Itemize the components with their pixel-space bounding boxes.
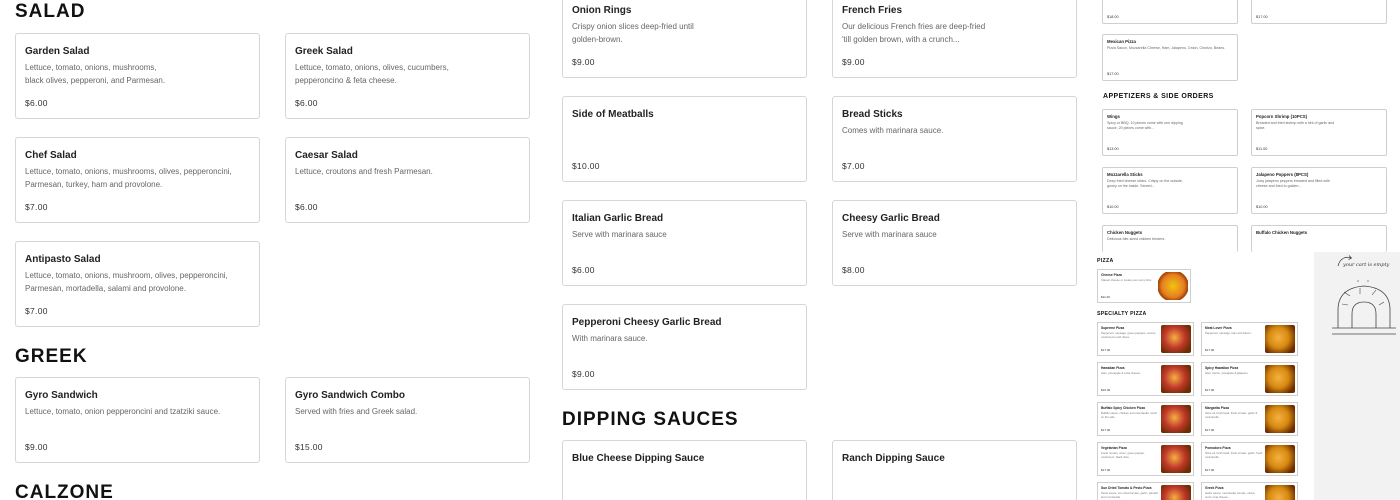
item-name: Caesar Salad [295,150,358,161]
preview-menu-card[interactable] [1102,225,1238,252]
preview-item-name: Meat Lover Pizza [1205,326,1232,330]
preview-item-price: $17.00 [1205,388,1215,392]
preview-item-description: Deep fried cheese sticks. Crispy on the outside, gooey on the inside. Served... [1107,179,1183,188]
preview-item-name: Margarita Pizza [1205,406,1230,410]
preview-item-name: Hawaiian Pizza [1101,366,1125,370]
pizza-photo-icon [1265,405,1295,433]
item-name: Greek Salad [295,46,353,57]
item-price: $9.00 [842,57,865,67]
preview-item-description: Garlic sauce, mozzarella, tomato, olives, onion, feta cheese... [1205,490,1256,499]
preview-item-name: Buffalo Chicken Nuggets [1256,230,1308,235]
cart-empty-text: your cart is empty [1343,262,1390,268]
preview-item-price: $11.00 [1256,147,1268,151]
preview-item-price: $13.00 [1107,147,1119,151]
pizza-photo-icon [1265,365,1295,393]
item-price: $10.00 [572,161,600,171]
preview-item-name: Popcorn Shrimp (10PCS) [1256,114,1308,119]
preview-item-price: $17.00 [1256,15,1268,19]
pizza-photo-icon [1161,485,1191,500]
preview-item-description: Delicious bite-sized chicken tenders. [1107,237,1166,241]
preview-item-name: Buffalo Spicy Chicken Pizza [1101,406,1145,410]
preview-pizza-card[interactable] [1097,269,1191,303]
item-description: Serve with marinara sauce [842,230,937,239]
preview-item-price: $18.00 [1107,15,1119,19]
item-name: French Fries [842,5,903,16]
menu-item-card[interactable] [15,377,260,463]
preview-specialty-card[interactable] [1201,482,1298,500]
item-price: $6.00 [295,202,318,212]
preview-item-description: Buffalo sauce, chicken and mozzarella, ranch on the side. [1101,410,1158,419]
item-name: Gyro Sandwich Combo [295,390,406,401]
item-price: $6.00 [572,265,595,275]
preview-item-price: $17.00 [1205,428,1215,432]
preview-menu-card[interactable] [1251,225,1387,252]
preview-item-name: Cheese Pizza [1101,273,1122,277]
item-name: Onion Rings [572,5,632,16]
preview-item-description: Classic cheese or create your own pizza. [1101,277,1152,282]
section-heading-greek: GREEK [15,346,88,367]
item-price: $15.00 [295,442,323,452]
item-description: Lettuce, tomato, onions, mushrooms, black olives, pepperoni, and Parmesan. [25,63,166,85]
pizza-oven-illustration-icon [1330,280,1398,342]
section-heading-salad: SALAD [15,1,86,22]
curved-arrow-icon [1334,252,1354,268]
pizza-photo-icon [1161,325,1191,353]
preview-item-name: Mozzarella Sticks [1107,172,1143,177]
preview-item-description: Spicy or BBQ. 10 pieces come with one dipping sauce, 20 pieces come with... [1107,121,1183,130]
item-name: Ranch Dipping Sauce [842,453,945,464]
preview-menu-card[interactable] [1251,109,1387,156]
preview-item-price: $11.00 [1101,295,1110,299]
item-description: Lettuce, tomato, onions, mushrooms, olives, pepperoncini, Parmesan, turkey, ham and provolone. [25,167,232,189]
pizza-photo-icon [1161,365,1191,393]
menu-item-card[interactable] [562,440,807,500]
preview-item-description [1107,0,1233,1]
preview-item-price: $17.00 [1205,468,1215,472]
preview-item-description: Pesto sauce, sun dried tomato, garlic, spinach and mozzarella. [1101,490,1159,499]
preview-item-name: Sun Dried Tomato & Pesto Pizza [1101,486,1152,490]
item-price: $6.00 [295,98,318,108]
item-description: Lettuce, tomato, onions, mushroom, olives, pepperoncini, Parmesan, mortadella, salami and provolone. [25,271,228,293]
preview-menu-card[interactable] [1102,167,1238,214]
pizza-photo-icon [1265,325,1295,353]
preview-item-name: Jalapeno Poppers (8PCS) [1256,172,1309,177]
preview-item-name: Spicy Hawaiian Pizza [1205,366,1239,370]
preview-item-price: $10.00 [1256,205,1268,209]
menu-item-card[interactable] [15,241,260,327]
preview-item-price: $10.00 [1107,205,1119,209]
preview-specialty-card[interactable] [1097,362,1194,396]
preview-item-name: Chicken Nuggets [1107,230,1143,235]
preview-item-price: $17.00 [1205,348,1215,352]
preview-specialty-card[interactable] [1097,402,1194,436]
preview-item-price: $17.00 [1101,468,1111,472]
preview-item-description: Juicy jalapeno peppers breaded and filled with cheese and fried to golden... [1256,179,1330,188]
preview-item-name: Vegetarian Pizza [1101,446,1127,450]
menu-item-card[interactable] [562,0,807,78]
preview-specialty-card[interactable] [1201,402,1298,436]
menu-item-card[interactable] [832,96,1077,182]
preview-heading-appetizers: APPETIZERS & SIDE ORDERS [1103,93,1214,100]
preview-item-name: Wings [1107,114,1120,119]
preview-item-description: Ham, bacon, pineapple & jalapeno. [1205,370,1249,375]
preview-menu-card[interactable] [1102,0,1238,24]
preview-specialty-card[interactable] [1201,362,1298,396]
item-price: $9.00 [572,57,595,67]
preview-menu-card[interactable] [1251,0,1387,24]
preview-specialty-card[interactable] [1201,322,1298,356]
preview-item-description: Fresh tomato, onion, green pepper, mushroom, black olive. [1101,450,1145,459]
section-heading-calzone: CALZONE [15,482,114,500]
pizza-photo-icon [1161,405,1191,433]
item-description: Lettuce, tomato, onion pepperoncini and tzatziki sauce. [25,407,221,416]
pizza-photo-icon [1265,445,1295,473]
item-description: Lettuce, croutons and fresh Parmesan. [295,167,433,176]
preview-item-price: $17.00 [1107,72,1119,76]
item-price: $9.00 [25,442,48,452]
menu-item-card[interactable] [285,33,530,119]
preview-menu-card[interactable] [1102,109,1238,156]
preview-specialty-card[interactable] [1201,442,1298,476]
item-price: $7.00 [842,161,865,171]
preview-item-description [1256,0,1382,1]
item-description: Comes with marinara sauce. [842,126,944,135]
preview-heading-specialty-pizza: SPECIALTY PIZZA [1097,311,1147,317]
preview-item-name: Greek Pizza [1205,486,1224,490]
section-heading-dipping-sauces: DIPPING SAUCES [562,409,739,430]
item-name: Gyro Sandwich [25,390,98,401]
menu-item-card[interactable] [15,33,260,119]
menu-item-card[interactable] [832,440,1077,500]
item-price: $8.00 [842,265,865,275]
item-price: $6.00 [25,98,48,108]
pizza-photo-icon [1158,272,1188,300]
item-price: $7.00 [25,306,48,316]
preview-heading-pizza: PIZZA [1097,258,1114,264]
menu-item-card[interactable] [562,304,807,390]
preview-item-description: Pepperoni, sausage, green peppers, onions, mushrooms and olives. [1101,330,1157,339]
preview-specialty-card[interactable] [1097,482,1194,500]
item-description: With marinara sauce. [572,334,648,343]
preview-specialty-card[interactable] [1097,322,1194,356]
item-name: Antipasto Salad [25,254,101,265]
item-price: $9.00 [572,369,595,379]
pizza-photo-icon [1265,485,1295,500]
menu-item-card[interactable] [285,137,530,223]
pizza-photo-icon [1161,445,1191,473]
item-price: $7.00 [25,202,48,212]
preview-item-price: $17.00 [1101,428,1111,432]
item-name: Cheesy Garlic Bread [842,213,940,224]
preview-item-description: Breaded and fried shrimp with a hint of garlic and spice. [1256,121,1335,130]
item-description: Served with fries and Greek salad. [295,407,418,416]
preview-item-description: Pizza Sauce, Mozzarella Cheese, Ham, Jalapeno, Onion, Chorizo, Beans. [1107,46,1226,50]
menu-item-card[interactable] [285,377,530,463]
preview-item-price: $17.00 [1101,348,1111,352]
preview-item-name: Pomodoro Pizza [1205,446,1231,450]
preview-item-description: Pepperoni, sausage, ham and bacon. [1205,330,1252,335]
preview-item-price: $16.00 [1101,388,1111,392]
preview-menu-card[interactable] [1251,167,1387,214]
item-name: Side of Meatballs [572,109,654,120]
menu-item-card[interactable] [562,200,807,286]
preview-item-description: Ham, pineapple & extra cheese. [1101,370,1141,375]
preview-menu-card[interactable] [1102,34,1238,81]
preview-item-description: Olive oil, fresh basil, fresh tomato, garlic & mozzarella. [1205,410,1258,419]
item-description: Serve with marinara sauce [572,230,667,239]
item-description: Our delicious French fries are deep-fried 'till golden brown, with a crunch... [842,22,986,44]
menu-item-card[interactable] [562,96,807,182]
item-description: Crispy onion slices deep-fried until golden-brown. [572,22,694,44]
preview-item-description: Olive oil, fresh basil, fresh tomato, garlic, fresh mozzarella. [1205,450,1263,459]
preview-item-name: Mexican Pizza [1107,39,1136,44]
menu-item-card[interactable] [832,0,1077,78]
menu-item-card[interactable] [15,137,260,223]
item-name: Blue Cheese Dipping Sauce [572,453,705,464]
preview-specialty-card[interactable] [1097,442,1194,476]
item-name: Italian Garlic Bread [572,213,664,224]
item-name: Pepperoni Cheesy Garlic Bread [572,317,722,328]
menu-item-card[interactable] [832,200,1077,286]
item-description: Lettuce, tomato, onions, olives, cucumbers, pepperoncino & feta cheese. [295,63,449,85]
item-name: Bread Sticks [842,109,903,120]
preview-item-name: Supreme Pizza [1101,326,1125,330]
item-name: Garden Salad [25,46,90,57]
item-name: Chef Salad [25,150,77,161]
